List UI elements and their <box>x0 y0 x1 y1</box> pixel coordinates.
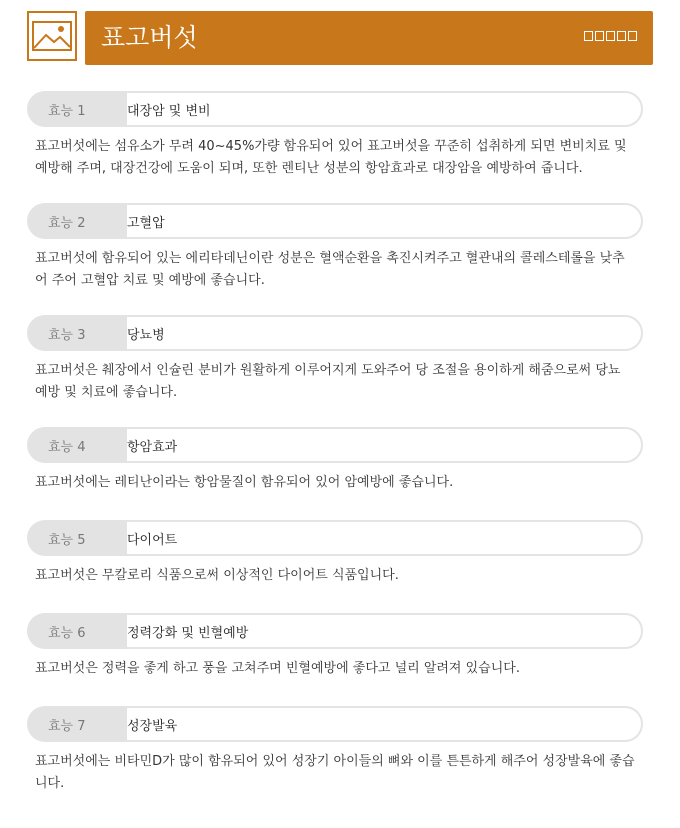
effect-description: 표고버섯에는 비타민D가 많이 함유되어 있어 성장기 아이들의 뼈와 이를 튼튼하게 해주어 성장발육에 좋습니다. <box>35 754 635 791</box>
effect-description: 표고버섯에는 레티난이라는 항암물질이 함유되어 있어 암예방에 좋습니다. <box>35 475 454 490</box>
effect-tag: 효능 5 <box>27 520 127 556</box>
decor-box <box>628 31 637 41</box>
effect-item <box>27 203 647 292</box>
effect-label: 대장암 및 변비 <box>107 91 643 127</box>
effect-label: 당뇨병 <box>107 315 643 351</box>
effect-tag: 효능 7 <box>27 706 127 742</box>
effect-label: 다이어트 <box>107 520 643 556</box>
effect-description: 표고버섯은 췌장에서 인슐린 분비가 원활하게 이루어지게 도와주어 당 조절을 용이하게 해줌으로써 당뇨 예방 및 치료에 좋습니다. <box>35 363 621 400</box>
decor-box <box>584 31 593 41</box>
effect-label: 항암효과 <box>107 427 643 463</box>
effect-label: 성장발육 <box>107 706 643 742</box>
effect-item <box>27 91 647 180</box>
title-bar <box>85 11 653 65</box>
effect-tag: 효능 2 <box>27 203 127 239</box>
decor-box <box>606 31 615 41</box>
page-title: 표고버섯 <box>101 23 198 52</box>
effect-item <box>27 706 647 795</box>
effect-description: 표고버섯은 정력을 좋게 하고 풍을 고쳐주며 빈혈예방에 좋다고 널리 알려져 있습니다. <box>35 661 520 676</box>
effect-label: 고혈압 <box>107 203 643 239</box>
decor-box <box>617 31 626 41</box>
effect-description: 표고버섯은 무칼로리 식품으로써 이상적인 다이어트 식품입니다. <box>35 568 399 583</box>
effect-item <box>27 427 647 494</box>
effect-description: 표고버섯에는 섬유소가 무려 40~45%가량 함유되어 있어 표고버섯을 꾸준히 섭취하게 되면 변비치료 및 예방해 주며, 대장건강에 도움이 되며, 또한 렌티난 성분의 항암효과로 대장암을 예방하여 줍니다. <box>35 139 627 176</box>
effect-item <box>27 613 647 680</box>
effect-item <box>27 315 647 404</box>
header <box>27 11 653 65</box>
effect-label: 정력강화 및 빈혈예방 <box>107 613 643 649</box>
effect-tag: 효능 6 <box>27 613 127 649</box>
decor-box <box>595 31 604 41</box>
effect-item <box>27 520 647 587</box>
title-decoration <box>584 31 637 41</box>
effect-tag: 효능 4 <box>27 427 127 463</box>
effect-description: 표고버섯에 함유되어 있는 에리타데닌이란 성분은 혈액순환을 촉진시켜주고 혈관내의 콜레스테롤을 낮추어 주어 고혈압 치료 및 예방에 좋습니다. <box>35 251 625 288</box>
effect-tag: 효능 1 <box>27 91 127 127</box>
effect-tag: 효능 3 <box>27 315 127 351</box>
image-placeholder-icon <box>27 11 77 61</box>
